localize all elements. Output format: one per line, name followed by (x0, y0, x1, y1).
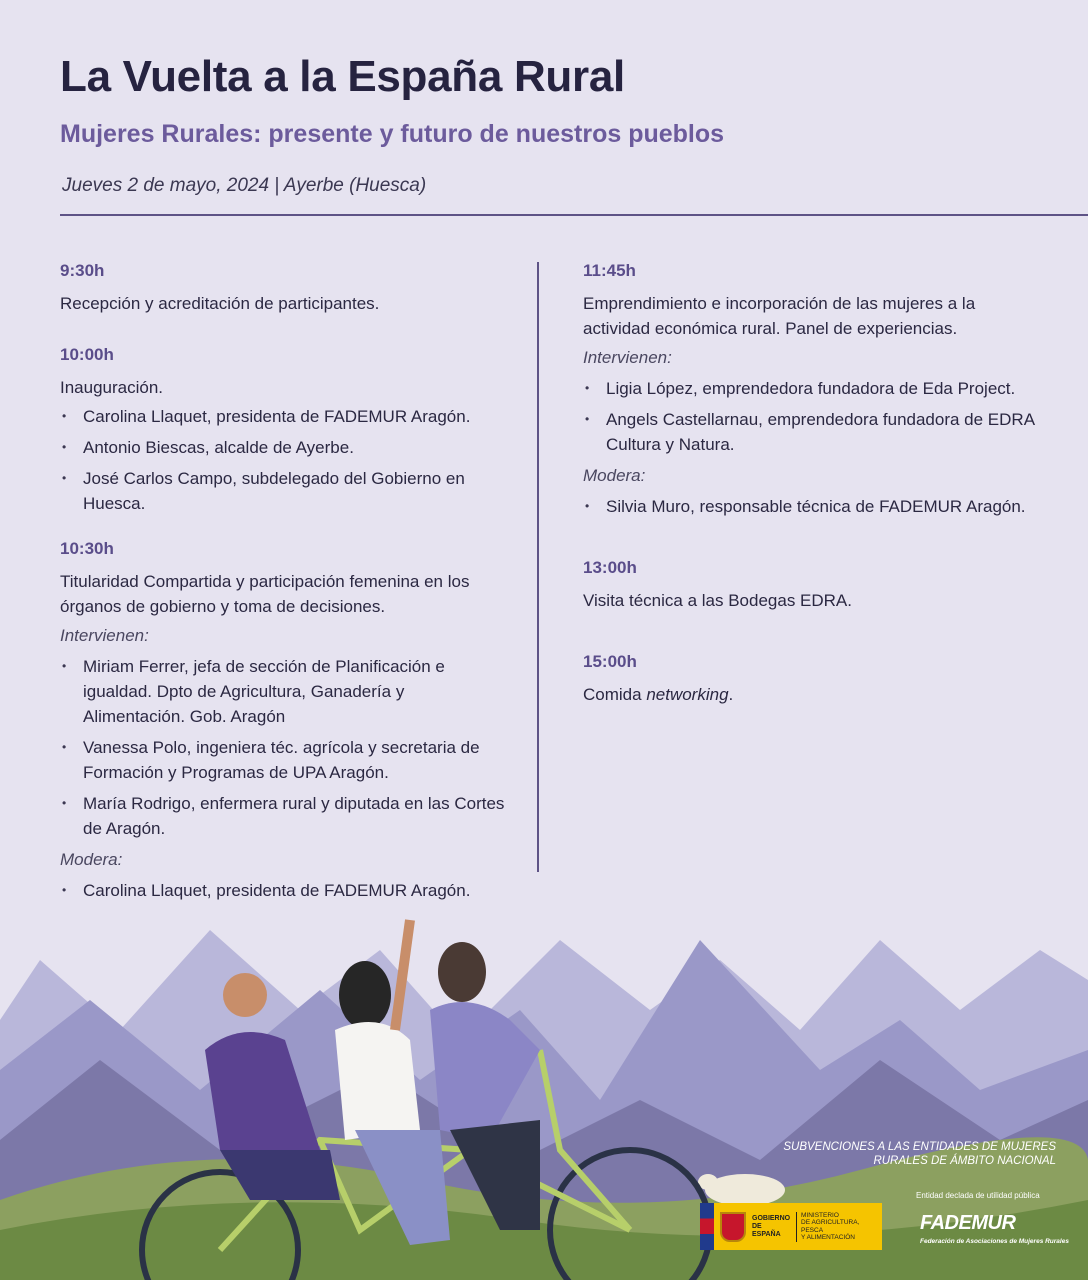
session-1030 (60, 536, 510, 903)
session-0930 (60, 258, 510, 316)
speaker-list (583, 376, 1043, 457)
moderator-item: • Carolina Llaquet, presidenta de FADEMUR Aragón. (60, 878, 510, 903)
speaker-item: • Miriam Ferrer, jefa de sección de Planificación e igualdad. Dpto de Agricultura, Ganadería y Alimentación. Gob. Aragón (60, 654, 510, 729)
fademur-tagline: Federación de Asociaciones de Mujeres Rurales (920, 1238, 1069, 1245)
speaker-item: • Vanessa Polo, ingeniera téc. agrícola y secretaria de Formación y Programas de UPA Aragón. (60, 735, 510, 785)
program-right-column (583, 258, 1043, 727)
coat-of-arms-icon (720, 1212, 746, 1242)
speaker-list (60, 404, 510, 516)
eu-flag-icon (700, 1203, 714, 1250)
speaker-item: • María Rodrigo, enfermera rural y diputada en las Cortes de Aragón. (60, 791, 510, 841)
subvenciones-note (736, 1140, 1056, 1168)
program-left-column (60, 258, 510, 923)
speaker-item: • Angels Castellarnau, emprendedora fundadora de EDRA Cultura y Natura. (583, 407, 1043, 457)
column-divider (537, 262, 539, 872)
speaker-item: • Ligia López, emprendedora fundadora de Eda Project. (583, 376, 1043, 401)
session-description (583, 682, 1043, 707)
moderator-list (583, 494, 1043, 519)
session-time: 13:00h (583, 558, 637, 577)
desc-text: Comida (583, 685, 647, 704)
speakers-label: Intervienen: (60, 626, 149, 645)
gobierno-label (752, 1215, 792, 1239)
fademur-logo: FADEMUR (920, 1212, 1016, 1234)
gobierno-ministerio-logo (700, 1203, 882, 1250)
session-time: 15:00h (583, 652, 637, 671)
session-time: 10:30h (60, 539, 114, 558)
gobierno-line: GOBIERNO (752, 1214, 791, 1222)
utilidad-publica-note: Entidad declada de utilidad pública (916, 1191, 1040, 1200)
session-description: Titularidad Compartida y participación femenina en los órganos de gobierno y toma de decisiones. (60, 572, 470, 616)
session-1500 (583, 649, 1043, 707)
ministerio-line: DE AGRICULTURA, PESCA (801, 1219, 860, 1234)
page-subtitle: Mujeres Rurales: presente y futuro de nuestros pueblos (60, 120, 725, 148)
event-dateline: Jueves 2 de mayo, 2024 | Ayerbe (Huesca) (62, 175, 427, 196)
session-1300 (583, 555, 1043, 613)
session-1145 (583, 258, 1043, 519)
speaker-list (60, 654, 510, 841)
speakers-label: Intervienen: (583, 348, 672, 367)
ministerio-line: MINISTERIO (801, 1211, 839, 1219)
moderator-item: • Silvia Muro, responsable técnica de FADEMUR Aragón. (583, 494, 1043, 519)
speaker-item: • Antonio Biescas, alcalde de Ayerbe. (60, 435, 510, 460)
session-1000 (60, 342, 510, 516)
session-description: Recepción y acreditación de participantes. (60, 294, 380, 313)
session-description: Visita técnica a las Bodegas EDRA. (583, 591, 852, 610)
moderator-label: Modera: (583, 466, 646, 485)
session-time: 10:00h (60, 345, 114, 364)
desc-text-end: . (728, 685, 734, 704)
logo-separator (796, 1212, 797, 1242)
ministerio-line: Y ALIMENTACIÓN (801, 1234, 855, 1241)
moderator-label: Modera: (60, 850, 123, 869)
speaker-item: • José Carlos Campo, subdelegado del Gobierno en Huesca. (60, 466, 510, 516)
gobierno-line: DE ESPAÑA (752, 1222, 781, 1238)
session-time: 11:45h (583, 261, 636, 280)
header-divider (60, 214, 1088, 216)
subvenciones-line: RURALES DE ÁMBITO NACIONAL (873, 1155, 1056, 1167)
session-description: Emprendimiento e incorporación de las mujeres a la actividad económica rural. Panel de experiencias. (583, 294, 976, 338)
subvenciones-line: SUBVENCIONES A LAS ENTIDADES DE MUJERES (783, 1141, 1056, 1153)
speaker-item: • Carolina Llaquet, presidenta de FADEMUR Aragón. (60, 404, 510, 429)
page-title: La Vuelta a la España Rural (60, 52, 625, 101)
session-time: 9:30h (60, 261, 105, 280)
desc-italic: networking (646, 685, 729, 704)
session-description: Inauguración. (60, 378, 164, 397)
ministerio-label (801, 1212, 881, 1242)
